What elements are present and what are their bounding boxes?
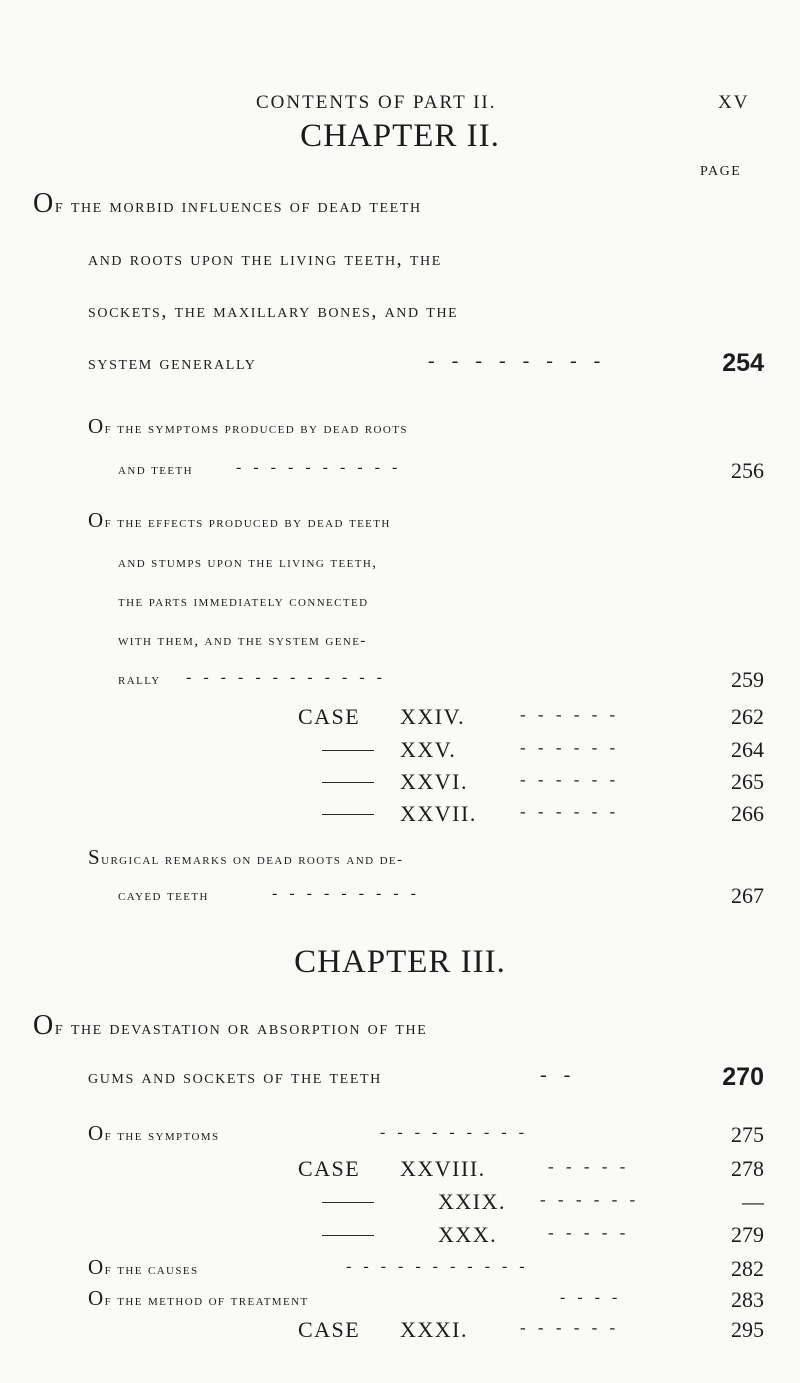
- page-number: 262: [731, 704, 764, 729]
- chapter-3-heading: CHAPTER III.: [294, 944, 506, 980]
- entry-line: cayed teeth: [118, 888, 209, 904]
- entry-line: f the devastation or absorption of the: [54, 1017, 428, 1039]
- page-number: 295: [731, 1317, 764, 1342]
- page-number: 254: [722, 349, 764, 377]
- dot-leader: - - - - -: [548, 1157, 630, 1176]
- ditto-rule: [322, 814, 374, 815]
- entry-line: gums and sockets of the teeth: [88, 1066, 382, 1088]
- page-number: 283: [731, 1287, 764, 1312]
- ditto-rule: [322, 1235, 374, 1236]
- dot-leader: - - - - - - - - -: [272, 885, 420, 902]
- dot-leader: - - - - - - - -: [428, 350, 607, 372]
- page-number: 256: [731, 458, 764, 483]
- case-label: CASE: [298, 1317, 361, 1342]
- page-number: 270: [722, 1063, 764, 1091]
- case-label: CASE: [298, 1156, 361, 1181]
- dot-leader: - - - - - -: [520, 738, 620, 757]
- drop-initial: O: [88, 1286, 105, 1310]
- entry-line: urgical remarks on dead roots and de-: [101, 852, 404, 868]
- drop-initial: O: [33, 188, 55, 219]
- case-numeral: XXIV.: [400, 704, 466, 729]
- ditto-rule: [322, 1202, 374, 1203]
- dot-leader: - - - -: [560, 1289, 622, 1306]
- entry-line: with them, and the system gene-: [118, 633, 367, 649]
- page-number: 259: [731, 667, 764, 692]
- entry-line: and roots upon the living teeth, the: [88, 248, 442, 270]
- entry-line: and stumps upon the living teeth,: [118, 555, 378, 571]
- entry-line: f the effects produced by dead teeth: [104, 515, 391, 531]
- dot-leader: - - - - - -: [520, 705, 620, 724]
- drop-initial: O: [88, 1255, 105, 1279]
- case-numeral: XXVIII.: [400, 1156, 486, 1181]
- case-numeral: XXXI.: [400, 1317, 468, 1342]
- page-number: —: [742, 1189, 764, 1214]
- entry-line: and teeth: [118, 462, 194, 478]
- entry-line: f the morbid influences of dead teeth: [54, 195, 422, 217]
- page-number: 278: [731, 1156, 764, 1181]
- page-column-label: PAGE: [700, 164, 742, 179]
- page-number: 266: [731, 801, 764, 826]
- dot-leader: - - - - - -: [520, 1318, 620, 1337]
- dot-leader: - -: [540, 1064, 577, 1086]
- case-numeral: XXIX.: [438, 1189, 506, 1214]
- case-numeral: XXVI.: [400, 769, 468, 794]
- page-number: 264: [731, 737, 764, 762]
- drop-initial: O: [88, 1121, 105, 1145]
- drop-initial: O: [88, 414, 105, 438]
- drop-initial: S: [88, 845, 102, 869]
- case-numeral: XXX.: [438, 1222, 498, 1247]
- entry-line: system generally: [88, 352, 257, 374]
- entry-line: f the method of treatment: [104, 1293, 309, 1309]
- entry-line: f the causes: [104, 1262, 199, 1278]
- page-number: 275: [731, 1122, 764, 1147]
- dot-leader: - - - - - -: [520, 802, 620, 821]
- dot-leader: - - - - - -: [540, 1190, 640, 1209]
- entry-line: f the symptoms: [104, 1128, 220, 1144]
- drop-initial: O: [33, 1010, 55, 1041]
- running-head-title: CONTENTS OF PART II.: [256, 92, 497, 113]
- ditto-rule: [322, 750, 374, 751]
- drop-initial: O: [88, 508, 105, 532]
- case-numeral: XXV.: [400, 737, 457, 762]
- dot-leader: - - - - - -: [520, 770, 620, 789]
- entry-line: the parts immediately connected: [118, 594, 369, 610]
- entry-line: rally: [118, 672, 161, 688]
- case-numeral: XXVII.: [400, 801, 477, 826]
- chapter-2-heading: CHAPTER II.: [300, 118, 500, 154]
- entry-line: f the symptoms produced by dead roots: [104, 421, 408, 437]
- dot-leader: - - - - - - - - - - -: [346, 1258, 529, 1275]
- dot-leader: - - - - - - - - - - - -: [186, 669, 386, 686]
- page-number: 267: [731, 883, 764, 908]
- running-head-folio: XV: [718, 92, 750, 113]
- entry-line: sockets, the maxillary bones, and the: [88, 300, 459, 322]
- page-number: 282: [731, 1256, 764, 1281]
- dot-leader: - - - - - - - - -: [380, 1124, 528, 1141]
- ditto-rule: [322, 782, 374, 783]
- dot-leader: - - - - -: [548, 1223, 630, 1242]
- page-number: 279: [731, 1222, 764, 1247]
- case-label: CASE: [298, 704, 361, 729]
- page-number: 265: [731, 769, 764, 794]
- dot-leader: - - - - - - - - - -: [236, 459, 402, 476]
